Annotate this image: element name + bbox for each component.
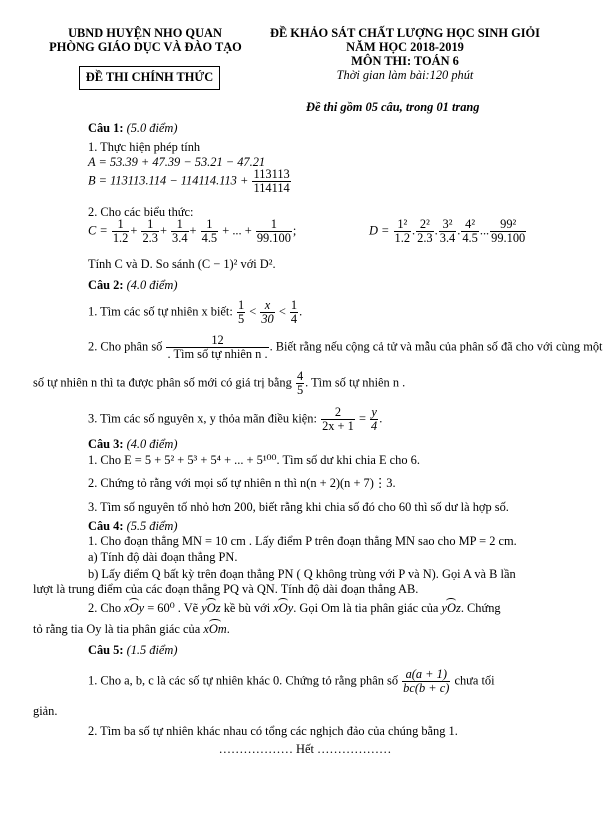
q5-p2: 2. Tìm ba số tự nhiên khác nhau có tổng các nghịch đảo của chúng bằng 1. bbox=[88, 724, 458, 738]
c-frac-1-den: 1.2 bbox=[112, 231, 129, 246]
c-lhs: C = bbox=[88, 223, 108, 238]
org-line2: PHÒNG GIÁO DỤC VÀ ĐÀO TẠO bbox=[49, 40, 242, 54]
c-frac-3-num: 1 bbox=[171, 218, 189, 232]
q5-p1-frac-den: bc(b + c) bbox=[403, 681, 450, 696]
q2-p3-frac-1-num: 2 bbox=[321, 406, 355, 420]
q2-p3-text: 3. Tìm các số nguyên x, y thỏa mãn điều kiện: bbox=[88, 411, 317, 426]
angle-xoy-2: xOy bbox=[273, 601, 294, 615]
q3-points: (4.0 điểm) bbox=[126, 437, 178, 451]
q4-p2-value: = 60⁰ . Vẽ bbox=[147, 601, 199, 615]
q2-p1-frac-2-num: x bbox=[260, 299, 274, 313]
q2-p2-line2 bbox=[33, 370, 405, 397]
d-frac-3-num: 3² bbox=[439, 218, 457, 232]
q1-p2: 2. Cho các biểu thức: bbox=[88, 205, 194, 219]
q2-p1-frac-2-den: 30 bbox=[261, 312, 274, 327]
q5-title: Câu 5: bbox=[88, 643, 124, 657]
q4-p1a: a) Tính độ dài đoạn thẳng PN. bbox=[88, 550, 238, 564]
d-frac-4-num: 4² bbox=[461, 218, 479, 232]
q3-p2: 2. Chứng tỏ rằng với mọi số tự nhiên n thì n(n + 2)(n + 7)⋮3. bbox=[88, 476, 396, 490]
q2-p1-frac-1-num: 1 bbox=[237, 298, 245, 312]
q5-p1-frac bbox=[402, 668, 450, 695]
org-line1: UBND HUYỆN NHO QUAN bbox=[68, 26, 222, 40]
q2-p3-frac-2 bbox=[370, 406, 378, 433]
q1-p1: 1. Thực hiện phép tính bbox=[88, 140, 201, 154]
q4-p1b-line2: lượt là trung điểm của các đoạn thẳng PQ và QN. Tính độ dài đoạn thẳng AB. bbox=[33, 582, 419, 596]
q4-points: (5.5 điểm) bbox=[126, 519, 178, 533]
exam-title: ĐỀ KHẢO SÁT CHẤT LƯỢNG HỌC SINH GIỎI bbox=[270, 26, 541, 40]
q2-p2-frac-2-den: 5 bbox=[296, 383, 304, 398]
q2-p2-frac-num: 12 bbox=[166, 334, 268, 348]
d-lhs: D = bbox=[369, 223, 390, 238]
q1-expr-d: D = $\frac{\text{1²}}{1.2}$ . $\frac{\text{2²}}{2.3}$ . $\frac{\text{3²}}{3.4}$ . $\frac{\text{4²}}{4.5}$ ... $\frac{\text{99²}}{99.100}$ bbox=[369, 217, 526, 246]
d-frac-4-den: 4.5 bbox=[462, 231, 478, 246]
q2-p1: 1. Tìm các số tự nhiên x biết: $\frac{1}{5}$ < $\frac{x}{30}$ < $\frac{1}{4}$ . bbox=[88, 298, 303, 327]
q2-p3-frac-2-num: y bbox=[371, 405, 377, 419]
d-frac-1 bbox=[394, 218, 412, 245]
q4-p2-bisect: . Gọi Om là tia phân giác của bbox=[293, 601, 439, 615]
d-frac-2-den: 2.3 bbox=[417, 231, 433, 246]
q3-heading bbox=[88, 437, 178, 451]
d-frac-3 bbox=[439, 218, 457, 245]
q2-p1-frac-1 bbox=[237, 299, 245, 326]
q4-heading bbox=[88, 519, 178, 533]
q5-p1-frac-num: a(a + 1) bbox=[402, 668, 450, 682]
q4-p2-line1 bbox=[88, 601, 501, 615]
q4-p2-end: . bbox=[226, 622, 230, 636]
q5-points: (1.5 điểm) bbox=[126, 643, 178, 657]
d-frac-last-num: 99² bbox=[490, 218, 526, 232]
d-frac-2-num: 2² bbox=[416, 218, 434, 232]
q4-p2-prove: . Chứng bbox=[460, 601, 501, 615]
q1-expr-b-fraction bbox=[252, 168, 290, 195]
c-frac-4-num: 1 bbox=[201, 218, 219, 232]
d-frac-1-num: 1² bbox=[394, 218, 412, 232]
q1-expr-b-num: 113113 bbox=[253, 167, 290, 181]
q2-p2-cont: số tự nhiên n thì ta được phân số mới có giá trị bằng bbox=[33, 375, 292, 390]
q4-p1: 1. Cho đoạn thẳng MN = 10 cm . Lấy điểm P trên đoạn thẳng MN sao cho MP = 2 cm. bbox=[88, 534, 517, 548]
c-frac-1 bbox=[112, 218, 130, 245]
d-frac-2 bbox=[416, 218, 434, 245]
c-frac-3-den: 3.4 bbox=[172, 231, 188, 246]
q1-expr-b: B = 113113.114 − 114114.113 + bbox=[88, 173, 249, 188]
angle-yoz-2: yOz bbox=[441, 601, 461, 615]
q1-expr-c: C = $\frac{1}{1.2}$ + $\frac{1}{2.3}$ + $\frac{1}{3.4}$ + $\frac{1}{4.5}$ + ... + $\frac{1}{99.100}$ ; bbox=[88, 217, 297, 246]
exam-note: Đề thi gồm 05 câu, trong 01 trang bbox=[306, 100, 480, 114]
school-year: NĂM HỌC 2018-2019 bbox=[346, 40, 464, 54]
c-frac-1-num: 1 bbox=[112, 218, 130, 232]
q5-p1-tail: chưa tối bbox=[454, 673, 495, 688]
c-frac-last bbox=[256, 218, 292, 245]
time-limit: Thời gian làm bài:120 phút bbox=[336, 68, 474, 82]
q5-p1-line1 bbox=[88, 668, 495, 695]
q4-p1b-line1: b) Lấy điểm Q bất kỳ trên đoạn thẳng PN ( Q không trùng với P và N). Gọi A và B lần bbox=[88, 567, 516, 581]
q1-expr-a: A = 53.39 + 47.39 − 53.21 − 47.21 bbox=[88, 155, 266, 169]
q2-p2-rest: . Biết rằng nếu cộng cả tử và mẫu của phân số đã cho với cùng một bbox=[269, 339, 603, 354]
q1-title: Câu 1: bbox=[88, 121, 124, 135]
angle-xom: xOm bbox=[203, 622, 227, 636]
q2-title: Câu 2: bbox=[88, 278, 124, 292]
c-frac-last-num: 1 bbox=[256, 218, 292, 232]
c-frac-2 bbox=[141, 218, 159, 245]
q4-p2-adj: kề bù với bbox=[223, 601, 271, 615]
q1-heading bbox=[88, 121, 178, 135]
c-frac-3 bbox=[171, 218, 189, 245]
q5-p1-lead: 1. Cho a, b, c là các số tự nhiên khác 0. Chứng tỏ rằng phân số bbox=[88, 673, 399, 688]
c-frac-4 bbox=[201, 218, 219, 245]
c-dots: + ... + bbox=[222, 223, 252, 238]
q2-p2-frac-2 bbox=[296, 370, 304, 397]
q2-p2-line1 bbox=[88, 334, 603, 361]
q2-p3-frac-1-den: 2x + 1 bbox=[322, 419, 354, 434]
q2-p3-frac-1 bbox=[321, 406, 355, 433]
official-label: ĐỀ THI CHÍNH THỨC bbox=[85, 70, 214, 84]
q2-p2-frac-den: . Tìm số tự nhiên n . bbox=[167, 347, 268, 362]
q2-p1-text: 1. Tìm các số tự nhiên x biết: bbox=[88, 304, 233, 319]
q5-p1-line2: giản. bbox=[33, 704, 58, 718]
q1-expr-b-den: 114114 bbox=[253, 181, 290, 196]
q2-p1-frac-1-den: 5 bbox=[237, 312, 245, 327]
q2-p2-lead: 2. Cho phân số bbox=[88, 339, 163, 354]
angle-yoz: yOz bbox=[201, 601, 221, 615]
c-frac-4-den: 4.5 bbox=[201, 231, 218, 246]
c-frac-last-den: 99.100 bbox=[256, 231, 291, 246]
q4-title: Câu 4: bbox=[88, 519, 124, 533]
c-frac-2-den: 2.3 bbox=[142, 231, 158, 246]
q3-p1: 1. Cho E = 5 + 5² + 5³ + 5⁴ + ... + 5¹⁰⁰. Tìm số dư khi chia E cho 6. bbox=[88, 453, 420, 467]
q2-points: (4.0 điểm) bbox=[126, 278, 178, 292]
q2-p1-frac-3 bbox=[290, 299, 298, 326]
q2-p2-frac-2-num: 4 bbox=[296, 369, 304, 383]
q2-p3-frac-2-den: 4 bbox=[371, 419, 378, 434]
q1-compare: Tính C và D. So sánh (C − 1)² với D². bbox=[88, 257, 276, 271]
q4-p2-lead: 2. Cho bbox=[88, 601, 122, 615]
q3-title: Câu 3: bbox=[88, 437, 124, 451]
d-frac-last bbox=[490, 218, 526, 245]
q2-p1-frac-3-den: 4 bbox=[290, 312, 298, 327]
end-marker: ……………… Hết ……………… bbox=[218, 742, 392, 756]
q2-p2-frac bbox=[166, 334, 268, 361]
q2-p2-end: . Tìm số tự nhiên n . bbox=[305, 375, 406, 390]
q2-p3: 3. Tìm các số nguyên x, y thỏa mãn điều kiện: $\frac{2}{2x + 1}$ = $\frac{y}{4}$ . bbox=[88, 405, 383, 434]
q5-heading bbox=[88, 643, 178, 657]
q2-heading bbox=[88, 278, 178, 292]
q2-p1-frac-3-num: 1 bbox=[290, 298, 298, 312]
q1-expr-b-line bbox=[88, 168, 292, 195]
d-frac-3-den: 3.4 bbox=[439, 231, 456, 246]
d-frac-last-den: 99.100 bbox=[491, 231, 526, 246]
q4-p2-cont: tỏ rằng tia Oy là tia phân giác của bbox=[33, 622, 201, 636]
d-frac-4 bbox=[461, 218, 479, 245]
angle-xoy: xOy bbox=[124, 601, 145, 615]
d-frac-1-den: 1.2 bbox=[394, 231, 411, 246]
q4-p2-line2 bbox=[33, 622, 230, 636]
q3-p3: 3. Tìm số nguyên tố nhỏ hơn 200, biết rằng khi chia số đó cho 60 thì số dư là hợp số. bbox=[88, 500, 509, 514]
q2-p1-frac-2 bbox=[260, 299, 274, 326]
c-frac-2-num: 1 bbox=[141, 218, 159, 232]
q1-points: (5.0 điểm) bbox=[126, 121, 178, 135]
subject: MÔN THI: TOÁN 6 bbox=[351, 54, 459, 68]
